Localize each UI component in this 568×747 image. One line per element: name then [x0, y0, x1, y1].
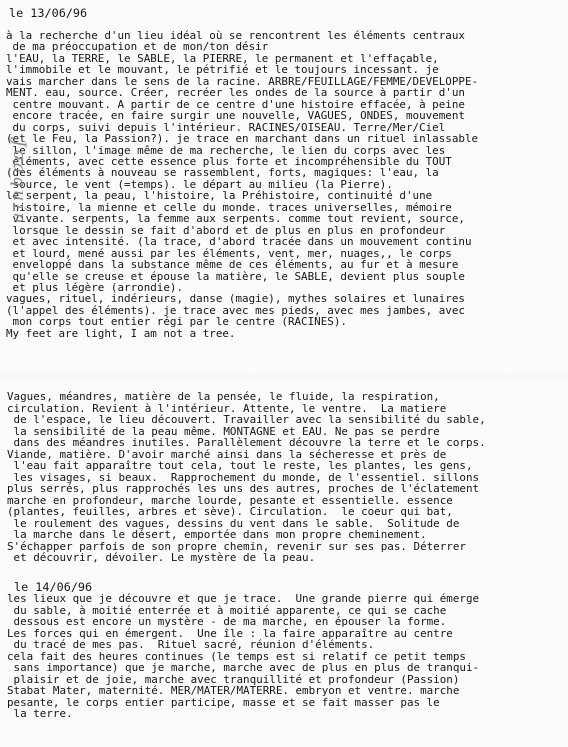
paragraph-first-entry: à la recherche d'un lieu idéal où se rencontrent les éléments centraux de ma préoccupation et de mon/ton désir l'EAU, la TERRE, le SABLE, la PIERRE, le permanent et l'effaçable, l'immobile et le mouvant, le pétrifié et le toujours incessant. je vais marcher dans le sens de la racine. ARBRE/FEUILLAGE/FEMME/DEVELOPPE- MENT. eau, source. Créer, recréer les ondes de la source à partir d'un centre mouvant. A partir de ce centre d'une histoire effacée, à peine encore tracée, en faire surgir une nouvelle, VAGUES, ONDES, mouvement du corps, suivi depuis l'intérieur. RACINES/OISEAU. Terre/Mer/Ciel (et le Feu, la Passion?). je trace en marchant dans un rituel inlassable le sillon, l'image même de ma recherche, le lien du corps avec les éléments, avec cette essence plus forte et incompréhensible du TOUT (des éléments à nouveau se rassemblent, forts, magiques: l'eau, la source, le vent (=temps). le départ au milieu (la Pierre). le serpent, la peau, l'histoire, la Préhistoire, continuité d'une histoire, la mienne et celle du monde. traces universelles, mémoire vivante. serpents, la femme aux serpents. comme tout revient, source, lorsque le dessin se fait d'abord et de plus en plus en profondeur et avec intensité. (la trace, d'abord tracée dans un mouvement continu et lourd, mené aussi par les éléments, vent, mer, nuages,, le corps enveloppé dans la substance même de ces éléments, au fur et à mesure qu'elle se creuse et épouse la matière, le SABLE, devient plus souple et plus légère (arrondie). vagues, rituel, indérieurs, danse (magie), mythes solaires et lunaires (l'appel des éléments). je trace avec mes pieds, avec mes jambes, avec mon corps tout entier régi par le centre (RACINES). My feet are light, I am not a tree. — [6, 29, 479, 340]
paragraph-third-entry: les lieux que je découvre et que je trace. Une grande pierre qui émerge du sable, à moitié enterrée et à moitié apparente, ce qui se cache dessous est encore un mystère - de ma marche, en épouser la forme. Les forces qui en émergent. Une île : la faire apparaître au centre du tracé de mes pas. Rituel sacré, réunion d'éléments. cela fait des heures continues (le temps est si relatif ce petit temps sans importance) que je marche, marche avec de plus en plus de tranqui- plaisir et de joie, marche avec tranquillité et profondeur (Passion) Stabat Mater, maternité. MER/MATER/MATERRE. embryon et ventre. marche pesante, le corps entier participe, masse et se fait masser pas le la terre. — [7, 592, 480, 721]
entry-date-13-06-96: le 13/06/96 — [9, 6, 88, 20]
margin-handwriting — [6, 140, 40, 305]
entry-date-14-06-96: le 14/06/96 — [14, 580, 93, 594]
paragraph-second-entry: Vagues, méandres, matière de la pensée, le fluide, la respiration, circulation. Revient à l'intérieur. Attente, le ventre. La matiere de l'espace, le lieu découvert. Travailler avec la sensibilité du sable, la sensibilité de la peau même. MONTAGNE et EAU. Ne pas se perdre dans des méandres inutiles. Parallèlement découvre la terre et le corps. Viande, matière. D'avoir marché ainsi dans la sécheresse et près de l'eau fait apparaître tout cela, tout le reste, les plantes, les gens, les visages, si beaux. Rapprochement du monde, de l'essentiel. sillons plus serrés, plus rapprochés les uns des autres, proches de l'éclatement marche en profondeur, marche lourde, pesante et essentielle. essence (plantes, feuilles, arbres et sève). Circulation. le coeur qui bat, le roulement des vagues, dessins du vent dans le sable. Solitude de la marche dans le désert, emportée dans mon propre cheminement. S'échapper parfois de son propre chemin, revenir sur ses pas. Déterrer et découvrir, dévoiler. Le mystère de la peau. — [7, 390, 486, 564]
margin-handwriting-text: Joaquín — [9, 140, 29, 227]
page-gap — [0, 372, 568, 384]
